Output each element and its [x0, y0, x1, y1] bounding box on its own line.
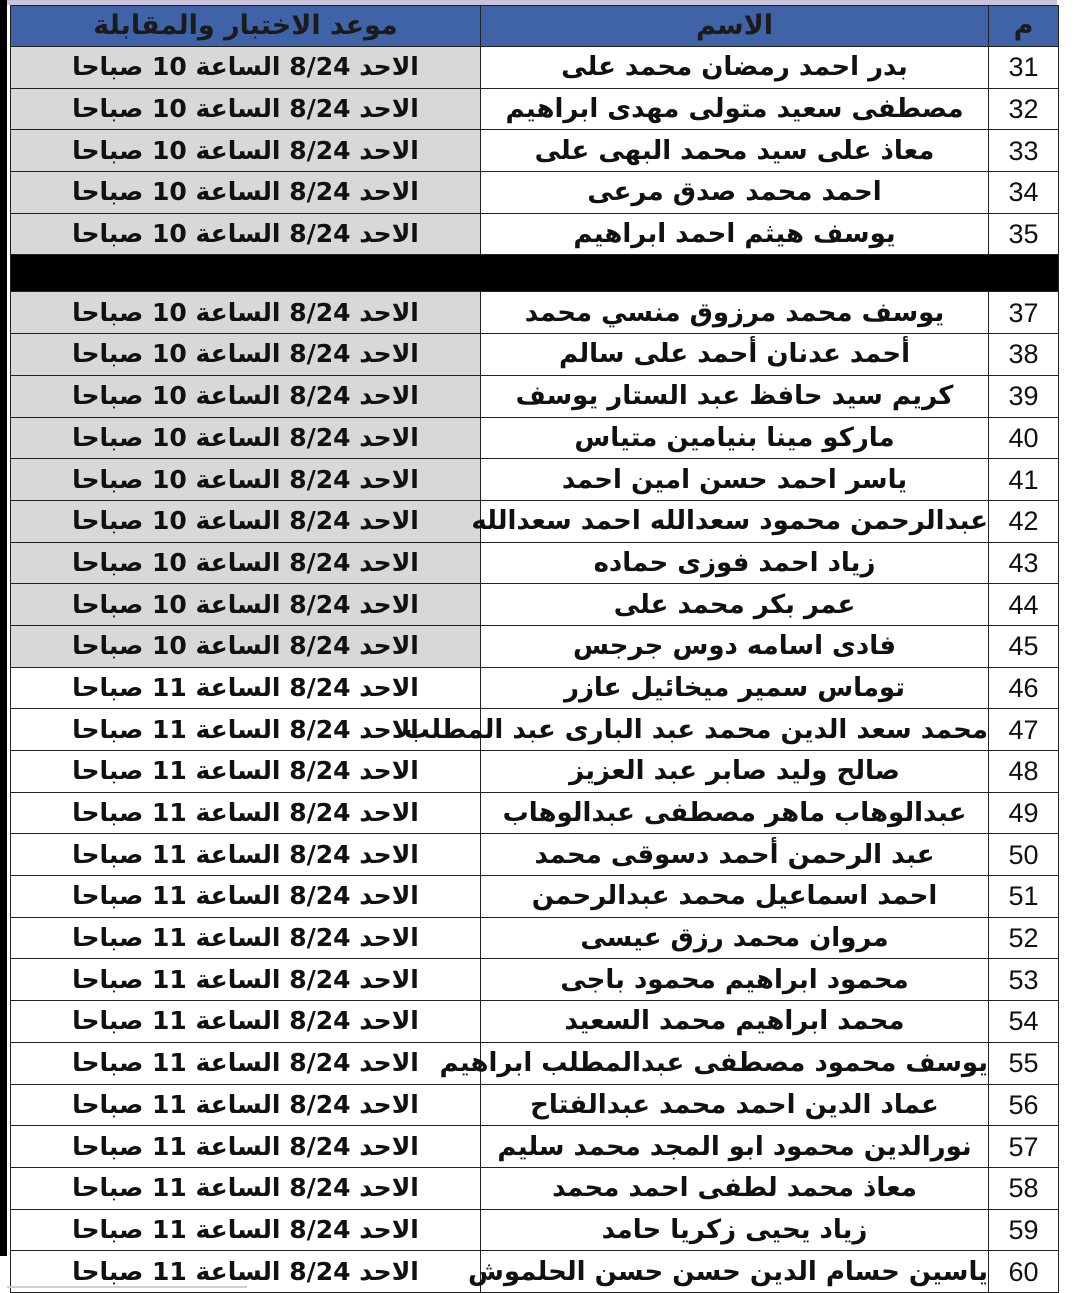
table-row	[11, 1084, 1059, 1126]
time-cell: الاحد 8/24 الساعة 11 صباحا	[11, 751, 481, 793]
number-cell: 49	[989, 792, 1059, 834]
table-row	[11, 1167, 1059, 1209]
time-cell: الاحد 8/24 الساعة 10 صباحا	[11, 542, 481, 584]
number-cell: 50	[989, 834, 1059, 876]
redacted-bar	[11, 255, 1059, 292]
name-cell: عبدالرحمن محمود سعدالله احمد سعدالله	[481, 500, 989, 542]
name-cell: يوسف محمد مرزوق منسي محمد	[481, 292, 989, 334]
table-row	[11, 88, 1059, 130]
time-cell: الاحد 8/24 الساعة 10 صباحا	[11, 130, 481, 172]
table-row	[11, 213, 1059, 255]
time-cell: الاحد 8/24 الساعة 10 صباحا	[11, 292, 481, 334]
header-number: م	[989, 6, 1059, 47]
table-row	[11, 625, 1059, 667]
table-row	[11, 876, 1059, 918]
time-cell: الاحد 8/24 الساعة 11 صباحا	[11, 1126, 481, 1168]
name-cell: نورالدين محمود ابو المجد محمد سليم	[481, 1126, 989, 1168]
schedule-table	[10, 5, 1059, 1293]
table-row	[11, 1126, 1059, 1168]
name-cell: احمد اسماعيل محمد عبدالرحمن	[481, 876, 989, 918]
number-cell: 58	[989, 1167, 1059, 1209]
time-cell: الاحد 8/24 الساعة 10 صباحا	[11, 334, 481, 376]
time-cell: الاحد 8/24 الساعة 10 صباحا	[11, 500, 481, 542]
time-cell: الاحد 8/24 الساعة 11 صباحا	[11, 1167, 481, 1209]
time-cell: الاحد 8/24 الساعة 11 صباحا	[11, 876, 481, 918]
time-cell: الاحد 8/24 الساعة 11 صباحا	[11, 792, 481, 834]
table-row	[11, 584, 1059, 626]
time-cell: الاحد 8/24 الساعة 10 صباحا	[11, 47, 481, 89]
number-cell: 56	[989, 1084, 1059, 1126]
number-cell: 41	[989, 459, 1059, 501]
number-cell: 43	[989, 542, 1059, 584]
number-cell: 52	[989, 917, 1059, 959]
name-cell: ياسر احمد حسن امين احمد	[481, 459, 989, 501]
header-time: موعد الاختبار والمقابلة	[11, 6, 481, 47]
table-row	[11, 1209, 1059, 1251]
table-body	[11, 47, 1059, 1293]
time-cell: الاحد 8/24 الساعة 11 صباحا	[11, 1084, 481, 1126]
table-row	[11, 542, 1059, 584]
table-row	[11, 292, 1059, 334]
table-row	[11, 667, 1059, 709]
time-cell: الاحد 8/24 الساعة 11 صباحا	[11, 834, 481, 876]
time-cell: الاحد 8/24 الساعة 11 صباحا	[11, 1251, 481, 1293]
name-cell: يوسف محمود مصطفى عبدالمطلب ابراهيم	[481, 1042, 989, 1084]
name-cell: معاذ محمد لطفى احمد محمد	[481, 1167, 989, 1209]
table-row	[11, 47, 1059, 89]
table-row	[11, 500, 1059, 542]
number-cell: 35	[989, 213, 1059, 255]
name-cell: محمود ابراهيم محمود باجى	[481, 959, 989, 1001]
table-row	[11, 130, 1059, 172]
number-cell: 45	[989, 625, 1059, 667]
time-cell: الاحد 8/24 الساعة 10 صباحا	[11, 172, 481, 214]
name-cell: ماركو مينا بنيامين متياس	[481, 417, 989, 459]
table-row	[11, 709, 1059, 751]
time-cell: الاحد 8/24 الساعة 10 صباحا	[11, 213, 481, 255]
name-cell: احمد محمد صدق مرعى	[481, 172, 989, 214]
name-cell: محمد ابراهيم محمد السعيد	[481, 1001, 989, 1043]
number-cell: 47	[989, 709, 1059, 751]
time-cell: الاحد 8/24 الساعة 11 صباحا	[11, 667, 481, 709]
name-cell: كريم سيد حافظ عبد الستار يوسف	[481, 375, 989, 417]
table-row	[11, 1042, 1059, 1084]
time-cell: الاحد 8/24 الساعة 10 صباحا	[11, 88, 481, 130]
table-row	[11, 959, 1059, 1001]
name-cell: زياد يحيى زكريا حامد	[481, 1209, 989, 1251]
number-cell: 44	[989, 584, 1059, 626]
table-header	[11, 6, 1059, 47]
name-cell: يوسف هيثم احمد ابراهيم	[481, 213, 989, 255]
number-cell: 59	[989, 1209, 1059, 1251]
redacted-row	[11, 255, 1059, 292]
time-cell: الاحد 8/24 الساعة 10 صباحا	[11, 459, 481, 501]
table-row	[11, 792, 1059, 834]
number-cell: 51	[989, 876, 1059, 918]
number-cell: 39	[989, 375, 1059, 417]
name-cell: مصطفى سعيد متولى مهدى ابراهيم	[481, 88, 989, 130]
table-row	[11, 917, 1059, 959]
table-row	[11, 334, 1059, 376]
number-cell: 34	[989, 172, 1059, 214]
number-cell: 57	[989, 1126, 1059, 1168]
name-cell: عماد الدين احمد محمد عبدالفتاح	[481, 1084, 989, 1126]
number-cell: 48	[989, 751, 1059, 793]
number-cell: 60	[989, 1251, 1059, 1293]
name-cell: ياسين حسام الدين حسن حسن الحلموش	[481, 1251, 989, 1293]
time-cell: الاحد 8/24 الساعة 10 صباحا	[11, 584, 481, 626]
table-row	[11, 834, 1059, 876]
time-cell: الاحد 8/24 الساعة 10 صباحا	[11, 625, 481, 667]
name-cell: مروان محمد رزق عيسى	[481, 917, 989, 959]
number-cell: 33	[989, 130, 1059, 172]
time-cell: الاحد 8/24 الساعة 11 صباحا	[11, 917, 481, 959]
table-row	[11, 172, 1059, 214]
time-cell: الاحد 8/24 الساعة 11 صباحا	[11, 1001, 481, 1043]
table-row	[11, 459, 1059, 501]
name-cell: بدر احمد رمضان محمد على	[481, 47, 989, 89]
header-row	[11, 6, 1059, 47]
number-cell: 53	[989, 959, 1059, 1001]
header-name: الاسم	[481, 6, 989, 47]
name-cell: فادى اسامه دوس جرجس	[481, 625, 989, 667]
table-row	[11, 417, 1059, 459]
time-cell: الاحد 8/24 الساعة 11 صباحا	[11, 1209, 481, 1251]
name-cell: معاذ على سيد محمد البهى على	[481, 130, 989, 172]
bottom-line	[7, 1286, 247, 1288]
time-cell: الاحد 8/24 الساعة 11 صباحا	[11, 709, 481, 751]
number-cell: 40	[989, 417, 1059, 459]
table-row	[11, 1001, 1059, 1043]
name-cell: صالح وليد صابر عبد العزيز	[481, 751, 989, 793]
left-edge-bar	[0, 0, 7, 1256]
time-cell: الاحد 8/24 الساعة 10 صباحا	[11, 417, 481, 459]
number-cell: 37	[989, 292, 1059, 334]
time-cell: الاحد 8/24 الساعة 11 صباحا	[11, 959, 481, 1001]
name-cell: عبدالوهاب ماهر مصطفى عبدالوهاب	[481, 792, 989, 834]
name-cell: محمد سعد الدين محمد عبد البارى عبد المطلب	[481, 709, 989, 751]
name-cell: عبد الرحمن أحمد دسوقى محمد	[481, 834, 989, 876]
time-cell: الاحد 8/24 الساعة 10 صباحا	[11, 375, 481, 417]
number-cell: 55	[989, 1042, 1059, 1084]
number-cell: 46	[989, 667, 1059, 709]
number-cell: 32	[989, 88, 1059, 130]
name-cell: توماس سمير ميخائيل عازر	[481, 667, 989, 709]
time-cell: الاحد 8/24 الساعة 11 صباحا	[11, 1042, 481, 1084]
number-cell: 31	[989, 47, 1059, 89]
number-cell: 42	[989, 500, 1059, 542]
table-row	[11, 375, 1059, 417]
name-cell: عمر بكر محمد على	[481, 584, 989, 626]
name-cell: زياد احمد فوزى حماده	[481, 542, 989, 584]
number-cell: 38	[989, 334, 1059, 376]
name-cell: أحمد عدنان أحمد على سالم	[481, 334, 989, 376]
table-row	[11, 751, 1059, 793]
number-cell: 54	[989, 1001, 1059, 1043]
